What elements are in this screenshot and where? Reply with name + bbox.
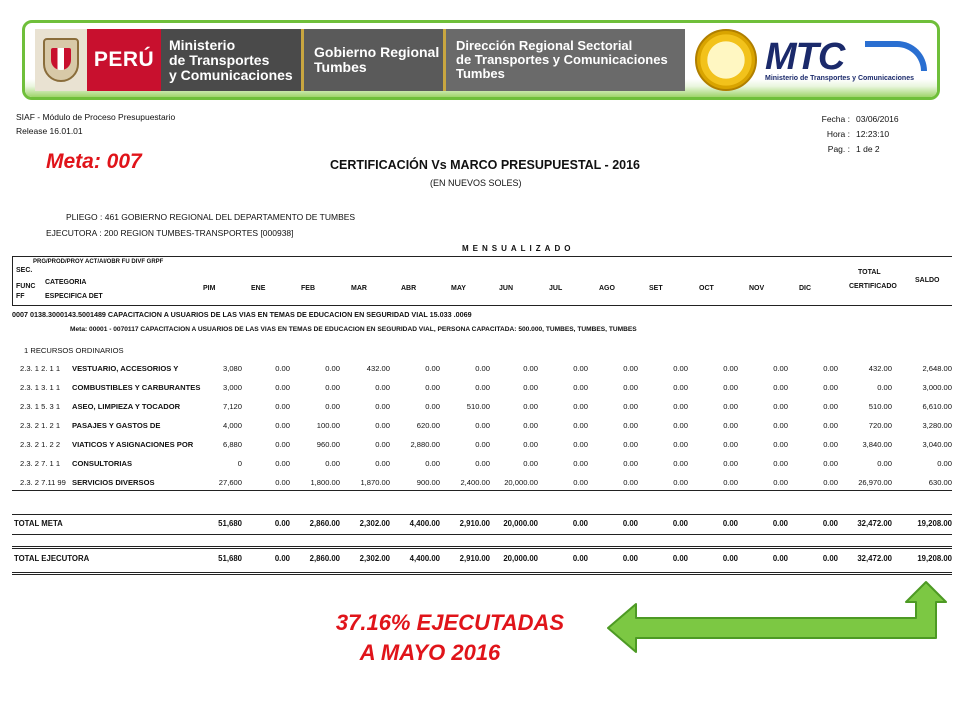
- row-value: 0.00: [623, 478, 638, 487]
- header-month-abr: ABR: [401, 285, 417, 292]
- table-double-rule: [12, 546, 952, 549]
- table-row: [12, 421, 952, 435]
- row-value: 0.00: [773, 364, 788, 373]
- row-value: 0.00: [523, 459, 538, 468]
- row-value: 0.00: [723, 402, 738, 411]
- row-value: 0: [237, 459, 242, 468]
- row-value: 0.00: [823, 459, 838, 468]
- row-value: 19,208.00: [917, 519, 952, 528]
- table-rule: [12, 514, 952, 515]
- executed-percent-label: 37.16% EJECUTADAS: [335, 610, 565, 635]
- row-code: 2.3. 1 3. 1 1: [20, 383, 61, 392]
- row-value: 0.00: [672, 554, 688, 563]
- pliego-line: PLIEGO : 461 GOBIERNO REGIONAL DEL DEPARTAMENTO DE TUMBES: [66, 212, 356, 222]
- row-value: 0.00: [572, 554, 588, 563]
- row-value: 2,910.00: [459, 519, 490, 528]
- row-value: 4,400.00: [409, 554, 440, 563]
- row-description: VESTUARIO, ACCESORIOS Y: [72, 364, 179, 373]
- row-value: 0.00: [673, 402, 688, 411]
- coat-of-arms-icon: [43, 38, 79, 82]
- ministerio-line-3: y Comunicaciones: [169, 66, 293, 83]
- table-row: [12, 554, 952, 568]
- row-value: 3,840.00: [862, 440, 892, 449]
- direccion-line-1: Dirección Regional Sectorial: [456, 38, 633, 53]
- row-value: 0.00: [722, 519, 738, 528]
- row-value: 0.00: [773, 402, 788, 411]
- row-value: 1,870.00: [360, 478, 390, 487]
- gobierno-line-2: Tumbes: [314, 59, 367, 75]
- table-row: [12, 364, 952, 378]
- row-description: SERVICIOS DIVERSOS: [72, 478, 155, 487]
- table-row: [12, 459, 952, 473]
- row-value: 0.00: [622, 554, 638, 563]
- table-rule: [12, 534, 952, 535]
- row-value: 510.00: [466, 402, 490, 411]
- row-value: 0.00: [623, 440, 638, 449]
- table-row: [12, 402, 952, 416]
- header-month-may: MAY: [451, 285, 466, 292]
- row-value: 0.00: [823, 383, 838, 392]
- header-month-nov: NOV: [749, 285, 765, 292]
- header-month-feb: FEB: [301, 285, 315, 292]
- header-prg: PRG/PROD/PROY ACT/AI/OBR FU DIVF GRPF: [33, 259, 164, 265]
- row-value: 51,680: [218, 519, 242, 528]
- system-title: SIAF - Módulo de Proceso Presupuestario: [16, 112, 176, 122]
- row-code: 2.3. 2 7.11 99: [20, 478, 66, 487]
- fecha-value: 03/06/2016: [856, 114, 899, 124]
- row-value: 0.00: [573, 440, 588, 449]
- row-value: 0.00: [573, 421, 588, 430]
- row-value: 630.00: [928, 478, 952, 487]
- row-value: 0.00: [523, 402, 538, 411]
- row-value: 0.00: [772, 554, 788, 563]
- row-description: ASEO, LIMPIEZA Y TOCADOR: [72, 402, 181, 411]
- row-value: 0.00: [475, 421, 490, 430]
- header-categoria: CATEGORIA: [45, 279, 87, 286]
- hora-label: Hora :: [826, 129, 850, 139]
- row-label: TOTAL EJECUTORA: [14, 554, 90, 563]
- row-value: 0.00: [475, 440, 490, 449]
- executed-period-label: A MAYO 2016: [359, 640, 501, 665]
- mtc-swoosh-icon: [865, 41, 927, 71]
- row-value: 0.00: [937, 459, 952, 468]
- row-value: 0.00: [723, 383, 738, 392]
- row-value: 0.00: [523, 383, 538, 392]
- ministerio-label: [161, 29, 301, 91]
- header-especifica: ESPECIFICA DET: [45, 293, 103, 300]
- row-value: 510.00: [868, 402, 892, 411]
- government-logo-strip: [35, 29, 685, 91]
- row-value: 0.00: [877, 459, 892, 468]
- row-value: 0.00: [275, 459, 290, 468]
- row-value: 0.00: [325, 364, 340, 373]
- table-row: [12, 440, 952, 454]
- row-value: 0.00: [622, 519, 638, 528]
- header-month-mar: MAR: [351, 285, 367, 292]
- row-value: 7,120: [222, 402, 242, 411]
- row-value: 20,000.00: [504, 478, 538, 487]
- row-value: 0.00: [325, 402, 340, 411]
- row-value: 0.00: [673, 440, 688, 449]
- row-value: 0.00: [572, 519, 588, 528]
- row-value: 0.00: [723, 421, 738, 430]
- row-value: 0.00: [523, 440, 538, 449]
- row-value: 0.00: [573, 402, 588, 411]
- row-value: 0.00: [425, 364, 440, 373]
- row-value: 0.00: [723, 440, 738, 449]
- row-code: 2.3. 2 1. 2 1: [20, 421, 61, 430]
- row-value: 0.00: [573, 383, 588, 392]
- row-value: 6,610.00: [922, 402, 952, 411]
- table-header: [12, 256, 952, 306]
- row-value: 432.00: [366, 364, 390, 373]
- row-value: 0.00: [274, 519, 290, 528]
- document-title: CERTIFICACIÓN Vs MARCO PRESUPUESTAL - 2016: [330, 158, 641, 172]
- row-value: 6,880: [222, 440, 242, 449]
- row-value: 2,302.00: [359, 554, 390, 563]
- meta-description-line: Meta: 00001 - 0070117 CAPACITACION A USUARIOS DE LAS VIAS EN TEMAS DE EDUCACION EN SEGURIDAD VIAL, PERSONA CAPACITADA: 500.000, TUMBES, TUMBES, TUMBES: [70, 326, 637, 333]
- meta-label: Meta: 007: [46, 150, 142, 173]
- row-value: 0.00: [325, 459, 340, 468]
- direccion-line-3: Tumbes: [456, 66, 505, 81]
- row-value: 2,860.00: [309, 519, 340, 528]
- row-value: 2,302.00: [359, 519, 390, 528]
- row-value: 0.00: [672, 519, 688, 528]
- row-value: 0.00: [822, 554, 838, 563]
- peru-crest-icon: [35, 29, 87, 91]
- funding-source-line: 1 RECURSOS ORDINARIOS: [24, 346, 124, 355]
- header-saldo: SALDO: [915, 277, 940, 284]
- row-value: 0.00: [773, 421, 788, 430]
- row-value: 2,880.00: [410, 440, 440, 449]
- pag-value: 1 de 2: [856, 144, 880, 154]
- mtc-logo-text: MTC: [765, 36, 845, 78]
- row-value: 0.00: [773, 459, 788, 468]
- fecha-label: Fecha :: [821, 114, 850, 124]
- row-value: 0.00: [375, 402, 390, 411]
- peru-label: PERÚ: [87, 29, 161, 91]
- row-value: 19,208.00: [917, 554, 952, 563]
- header-month-jun: JUN: [499, 285, 514, 292]
- ejecutora-line: EJECUTORA : 200 REGION TUMBES-TRANSPORTES [000938]: [46, 228, 294, 238]
- row-description: VIATICOS Y ASIGNACIONES POR: [72, 440, 194, 449]
- row-value: 0.00: [375, 421, 390, 430]
- row-value: 0.00: [275, 402, 290, 411]
- header-month-ago: AGO: [599, 285, 615, 292]
- row-description: PASAJES Y GASTOS DE: [72, 421, 161, 430]
- mtc-logo-subtitle: Ministerio de Transportes y Comunicaciones: [765, 75, 914, 82]
- green-arrow-icon: [600, 580, 950, 670]
- row-code: 2.3. 2 1. 2 2: [20, 440, 61, 449]
- row-value: 0.00: [275, 440, 290, 449]
- gobierno-regional-label: [301, 29, 443, 91]
- row-value: 0.00: [823, 440, 838, 449]
- row-value: 0.00: [475, 459, 490, 468]
- row-value: 100.00: [316, 421, 340, 430]
- row-value: 26,970.00: [858, 478, 892, 487]
- header-month-jul: JUL: [549, 285, 563, 292]
- row-value: 0.00: [623, 421, 638, 430]
- ministerio-line-1: Ministerio: [169, 36, 236, 53]
- mensualizado-label: MENSUALIZADO: [462, 244, 575, 253]
- row-value: 432.00: [868, 364, 892, 373]
- row-value: 51,680: [218, 554, 242, 563]
- row-value: 32,472.00: [857, 554, 892, 563]
- pag-label: Pag. :: [827, 144, 850, 154]
- row-value: 0.00: [823, 364, 838, 373]
- row-value: 0.00: [723, 459, 738, 468]
- table-row: [12, 383, 952, 397]
- header-certificado: CERTIFICADO: [849, 283, 897, 290]
- header-month-pim: PIM: [203, 285, 216, 292]
- row-label: TOTAL META: [14, 519, 63, 528]
- row-value: 0.00: [723, 478, 738, 487]
- row-value: 0.00: [573, 364, 588, 373]
- row-code: 2.3. 2 7. 1 1: [20, 459, 61, 468]
- hora-value: 12:23:10: [856, 129, 890, 139]
- header-func: FUNC: [16, 283, 36, 290]
- row-value: 0.00: [722, 554, 738, 563]
- direccion-regional-label: [443, 29, 685, 91]
- row-value: 0.00: [523, 364, 538, 373]
- header-ff: FF: [16, 293, 25, 300]
- row-value: 0.00: [375, 383, 390, 392]
- row-value: 2,910.00: [459, 554, 490, 563]
- row-value: 20,000.00: [503, 519, 538, 528]
- row-value: 2,648.00: [922, 364, 952, 373]
- row-value: 0.00: [623, 364, 638, 373]
- row-code: 2.3. 1 5. 3 1: [20, 402, 61, 411]
- row-value: 0.00: [275, 421, 290, 430]
- tumbes-seal-icon: [695, 29, 757, 91]
- ministerio-line-2: de Transportes: [169, 51, 270, 68]
- row-value: 2,400.00: [460, 478, 490, 487]
- row-value: 0.00: [822, 519, 838, 528]
- row-value: 620.00: [416, 421, 440, 430]
- row-value: 0.00: [823, 478, 838, 487]
- row-value: 0.00: [673, 383, 688, 392]
- arrow-shape: [608, 582, 946, 652]
- row-value: 3,000: [222, 383, 242, 392]
- document-subtitle: (EN NUEVOS SOLES): [430, 178, 522, 188]
- row-value: 0.00: [425, 459, 440, 468]
- table-row: [12, 519, 952, 533]
- row-value: 0.00: [573, 478, 588, 487]
- row-value: 0.00: [275, 364, 290, 373]
- row-value: 0.00: [773, 383, 788, 392]
- header-month-oct: OCT: [699, 285, 714, 292]
- table-rule: [12, 490, 952, 491]
- row-value: 4,400.00: [409, 519, 440, 528]
- table-double-rule: [12, 572, 952, 575]
- row-value: 0.00: [275, 383, 290, 392]
- row-value: 0.00: [375, 459, 390, 468]
- row-value: 720.00: [868, 421, 892, 430]
- row-value: 960.00: [316, 440, 340, 449]
- row-description: COMBUSTIBLES Y CARBURANTES: [72, 383, 201, 392]
- row-value: 3,280.00: [922, 421, 952, 430]
- direccion-line-2: de Transportes y Comunicaciones: [456, 52, 668, 67]
- row-value: 0.00: [623, 383, 638, 392]
- gobierno-line-1: Gobierno Regional: [314, 44, 440, 60]
- row-value: 0.00: [425, 383, 440, 392]
- row-value: 3,000.00: [922, 383, 952, 392]
- row-value: 0.00: [673, 364, 688, 373]
- header-month-ene: ENE: [251, 285, 266, 292]
- row-description: CONSULTORIAS: [72, 459, 133, 468]
- row-value: 0.00: [523, 421, 538, 430]
- row-value: 0.00: [475, 364, 490, 373]
- row-value: 3,080: [222, 364, 242, 373]
- header-sec: SEC.: [16, 267, 33, 274]
- row-value: 0.00: [823, 402, 838, 411]
- header-total: TOTAL: [858, 269, 881, 276]
- row-value: 32,472.00: [857, 519, 892, 528]
- row-value: 3,040.00: [922, 440, 952, 449]
- header-banner: [22, 20, 940, 100]
- row-value: 0.00: [623, 402, 638, 411]
- row-value: 0.00: [773, 478, 788, 487]
- row-value: 0.00: [275, 478, 290, 487]
- row-value: 0.00: [375, 440, 390, 449]
- row-value: 0.00: [573, 459, 588, 468]
- row-value: 0.00: [773, 440, 788, 449]
- row-value: 0.00: [673, 478, 688, 487]
- row-value: 0.00: [673, 459, 688, 468]
- release-label: Release 16.01.01: [16, 126, 83, 136]
- row-value: 0.00: [823, 421, 838, 430]
- row-value: 0.00: [772, 519, 788, 528]
- row-value: 27,600: [218, 478, 242, 487]
- row-value: 1,800.00: [310, 478, 340, 487]
- row-value: 0.00: [325, 383, 340, 392]
- row-value: 900.00: [416, 478, 440, 487]
- row-value: 20,000.00: [503, 554, 538, 563]
- row-value: 0.00: [673, 421, 688, 430]
- mtc-logo: [765, 37, 935, 83]
- project-line: 0007 0138.3000143.5001489 CAPACITACION A USUARIOS DE LAS VIAS EN TEMAS DE EDUCACION EN SEGURIDAD VIAL 15.033 .0069: [12, 310, 472, 319]
- row-value: 0.00: [475, 383, 490, 392]
- row-value: 0.00: [877, 383, 892, 392]
- row-value: 2,860.00: [309, 554, 340, 563]
- header-month-dic: DIC: [799, 285, 812, 292]
- row-value: 0.00: [425, 402, 440, 411]
- row-value: 0.00: [623, 459, 638, 468]
- row-code: 2.3. 1 2. 1 1: [20, 364, 61, 373]
- row-value: 4,000: [222, 421, 242, 430]
- row-value: 0.00: [723, 364, 738, 373]
- header-month-set: SET: [649, 285, 663, 292]
- row-value: 0.00: [274, 554, 290, 563]
